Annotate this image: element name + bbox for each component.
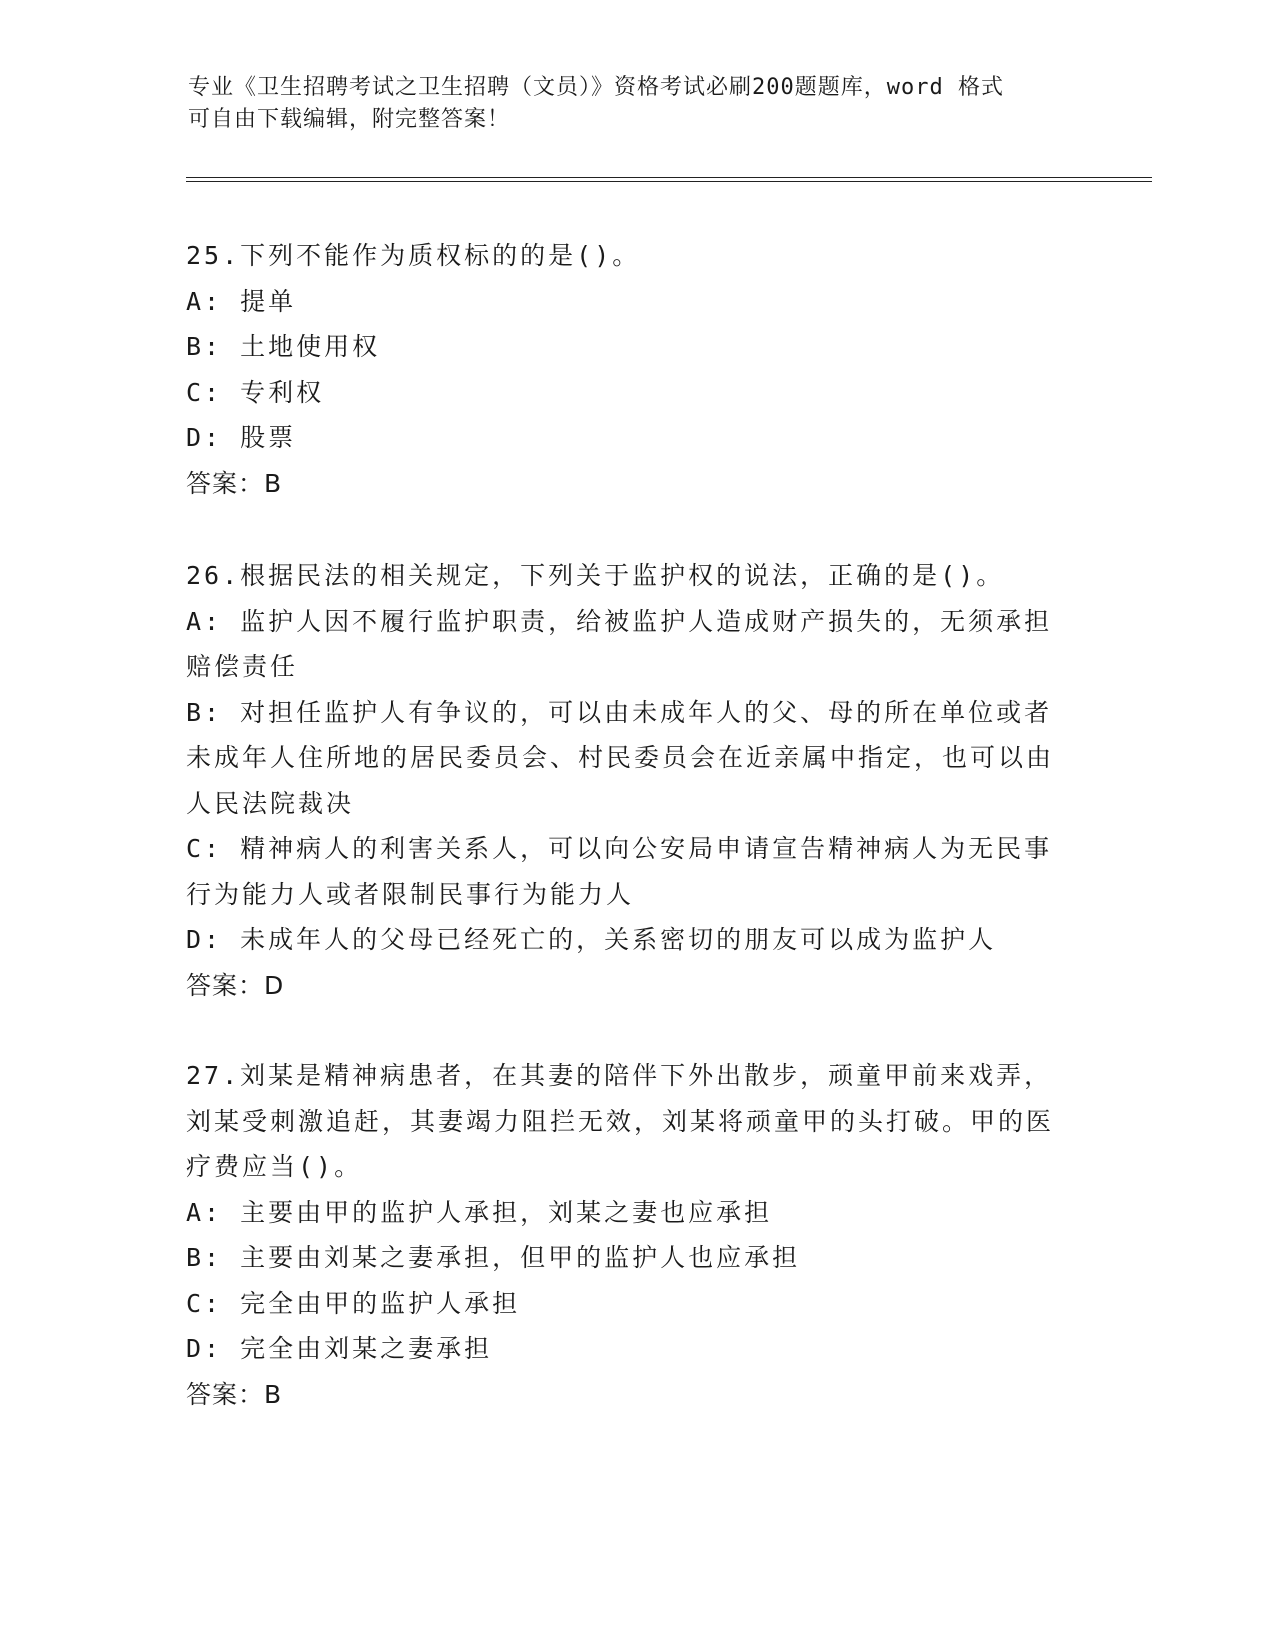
option-c: C: 精神病人的利害关系人，可以向公安局申请宣告精神病人为无民事行为能力人或者限制民事行为能力人 xyxy=(186,834,1053,909)
option-a: A: 监护人因不履行监护职责，给被监护人造成财产损失的，无须承担赔偿责任 xyxy=(186,606,1053,681)
option-d: D: 未成年人的父母已经死亡的，关系密切的朋友可以成为监护人 xyxy=(186,925,997,954)
option-d: D: 股票 xyxy=(186,423,297,452)
option-a: A: 提单 xyxy=(186,286,297,316)
header-divider-top xyxy=(186,177,1152,178)
header-title-line-1: 专业《卫生招聘考试之卫生招聘（文员）》资格考试必刷200题题库，word 格式 xyxy=(188,75,1004,100)
question-25 xyxy=(186,233,1076,506)
question-stem: 25.下列不能作为质权标的的是()。 xyxy=(186,241,641,270)
option-c: C: 完全由甲的监护人承担 xyxy=(186,1288,521,1318)
header-title-line-2: 可自由下载编辑，附完整答案！ xyxy=(188,107,511,132)
header-divider-bottom xyxy=(186,181,1152,182)
option-a: A: 主要由甲的监护人承担，刘某之妻也应承担 xyxy=(186,1197,773,1227)
answer: 答案：B xyxy=(186,468,283,498)
question-stem: 27.刘某是精神病患者，在其妻的陪伴下外出散步，顽童甲前来戏弄，刘某受刺激追赶，其妻竭力阻拦无效，刘某将顽童甲的头打破。甲的医疗费应当()。 xyxy=(186,1061,1055,1181)
answer: 答案：B xyxy=(186,1379,283,1409)
document-header xyxy=(188,72,1068,136)
option-b: B: 对担任监护人有争议的，可以由未成年人的父、母的所在单位或者未成年人住所地的居民委员会、村民委员会在近亲属中指定，也可以由人民法院裁决 xyxy=(186,697,1055,818)
option-b: B: 主要由刘某之妻承担，但甲的监护人也应承担 xyxy=(186,1243,801,1272)
option-b: B: 土地使用权 xyxy=(186,332,381,361)
option-d: D: 完全由刘某之妻承担 xyxy=(186,1334,493,1363)
question-26 xyxy=(186,553,1076,1008)
option-c: C: 专利权 xyxy=(186,377,325,407)
question-27 xyxy=(186,1053,1076,1417)
answer: 答案：D xyxy=(186,970,285,1000)
question-stem: 26.根据民法的相关规定，下列关于监护权的说法，正确的是()。 xyxy=(186,561,1005,590)
